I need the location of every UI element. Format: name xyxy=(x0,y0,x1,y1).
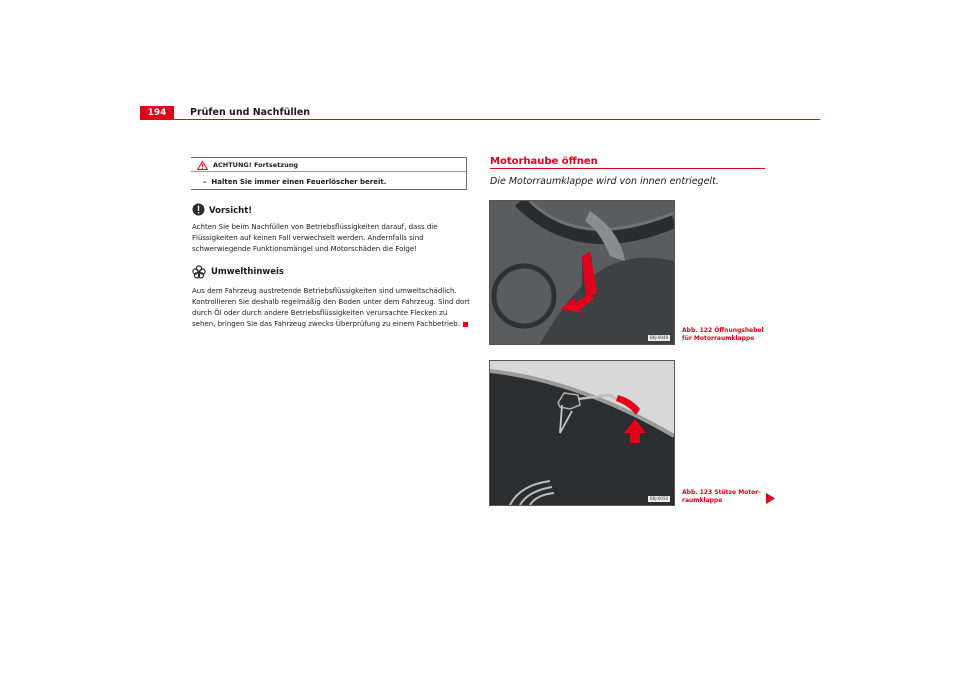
running-header: Prüfen und Nachfüllen xyxy=(190,107,311,118)
warning-item xyxy=(203,177,386,187)
environment-text xyxy=(192,286,470,330)
section-title: Motorhaube öffnen xyxy=(490,156,598,167)
caption-line: Abb. 123 Stütze Motor- xyxy=(682,489,761,496)
hood-release-lever-illustration xyxy=(490,201,674,344)
dash-bullet: – xyxy=(203,178,212,186)
section-subtitle: Die Motorraumklappe wird von innen entriegelt. xyxy=(490,176,719,187)
section-rule xyxy=(490,168,765,169)
header-rule xyxy=(140,119,820,120)
caption-line: raumklappe xyxy=(682,497,723,504)
flower-environment-icon xyxy=(192,265,206,279)
hood-prop-rod-illustration xyxy=(490,361,674,505)
caution-heading xyxy=(192,203,252,216)
figure-code: B6J-0049 xyxy=(650,335,668,340)
caution-exclamation-icon xyxy=(192,203,205,216)
page-number: 194 xyxy=(140,106,174,120)
warning-box xyxy=(191,157,467,190)
environment-heading xyxy=(192,265,284,279)
figure-code: B6J-0050 xyxy=(650,496,668,501)
environment-title: Umwelthinweis xyxy=(211,267,284,277)
warning-heading xyxy=(197,161,298,170)
figure-hood-prop-rod xyxy=(489,360,675,506)
caution-title: Vorsicht! xyxy=(209,206,253,216)
caption-line: für Motorraumklappe xyxy=(682,335,755,342)
caption-line: Abb. 122 Öffnungshebel xyxy=(682,327,764,334)
warning-item-text: Halten Sie immer einen Feuerlöscher bereit. xyxy=(211,178,387,186)
figure-caption xyxy=(682,489,761,505)
caution-text: Achten Sie beim Nachfüllen von Betriebsflüssigkeiten darauf, dass die Flüssigkeiten auf keinen Fall verwechselt werden. Andernfalls sind schwerwiegende Funktionsmängel und Motorschäden die Folge! xyxy=(192,223,438,253)
continue-arrow-icon xyxy=(766,493,775,504)
warning-triangle-icon xyxy=(197,161,208,170)
warning-separator xyxy=(191,171,466,172)
environment-text-body: Aus dem Fahrzeug austretende Betriebsflüssigkeiten sind umweltschädlich. Kontrollieren Sie deshalb regelmäßig den Boden unter dem Fahrzeug. Sind dort durch Öl oder durch andere Betriebsflüssigkeiten verursachte Flecken zu sehen, bringen Sie das Fahrzeug zwecks Überprüfung zu einem Fachbetrieb. xyxy=(192,287,470,328)
end-of-section-mark xyxy=(463,322,468,327)
figure-caption xyxy=(682,327,764,343)
figure-hood-release-lever xyxy=(489,200,675,345)
warning-heading-text: ACHTUNG! Fortsetzung xyxy=(213,161,298,169)
